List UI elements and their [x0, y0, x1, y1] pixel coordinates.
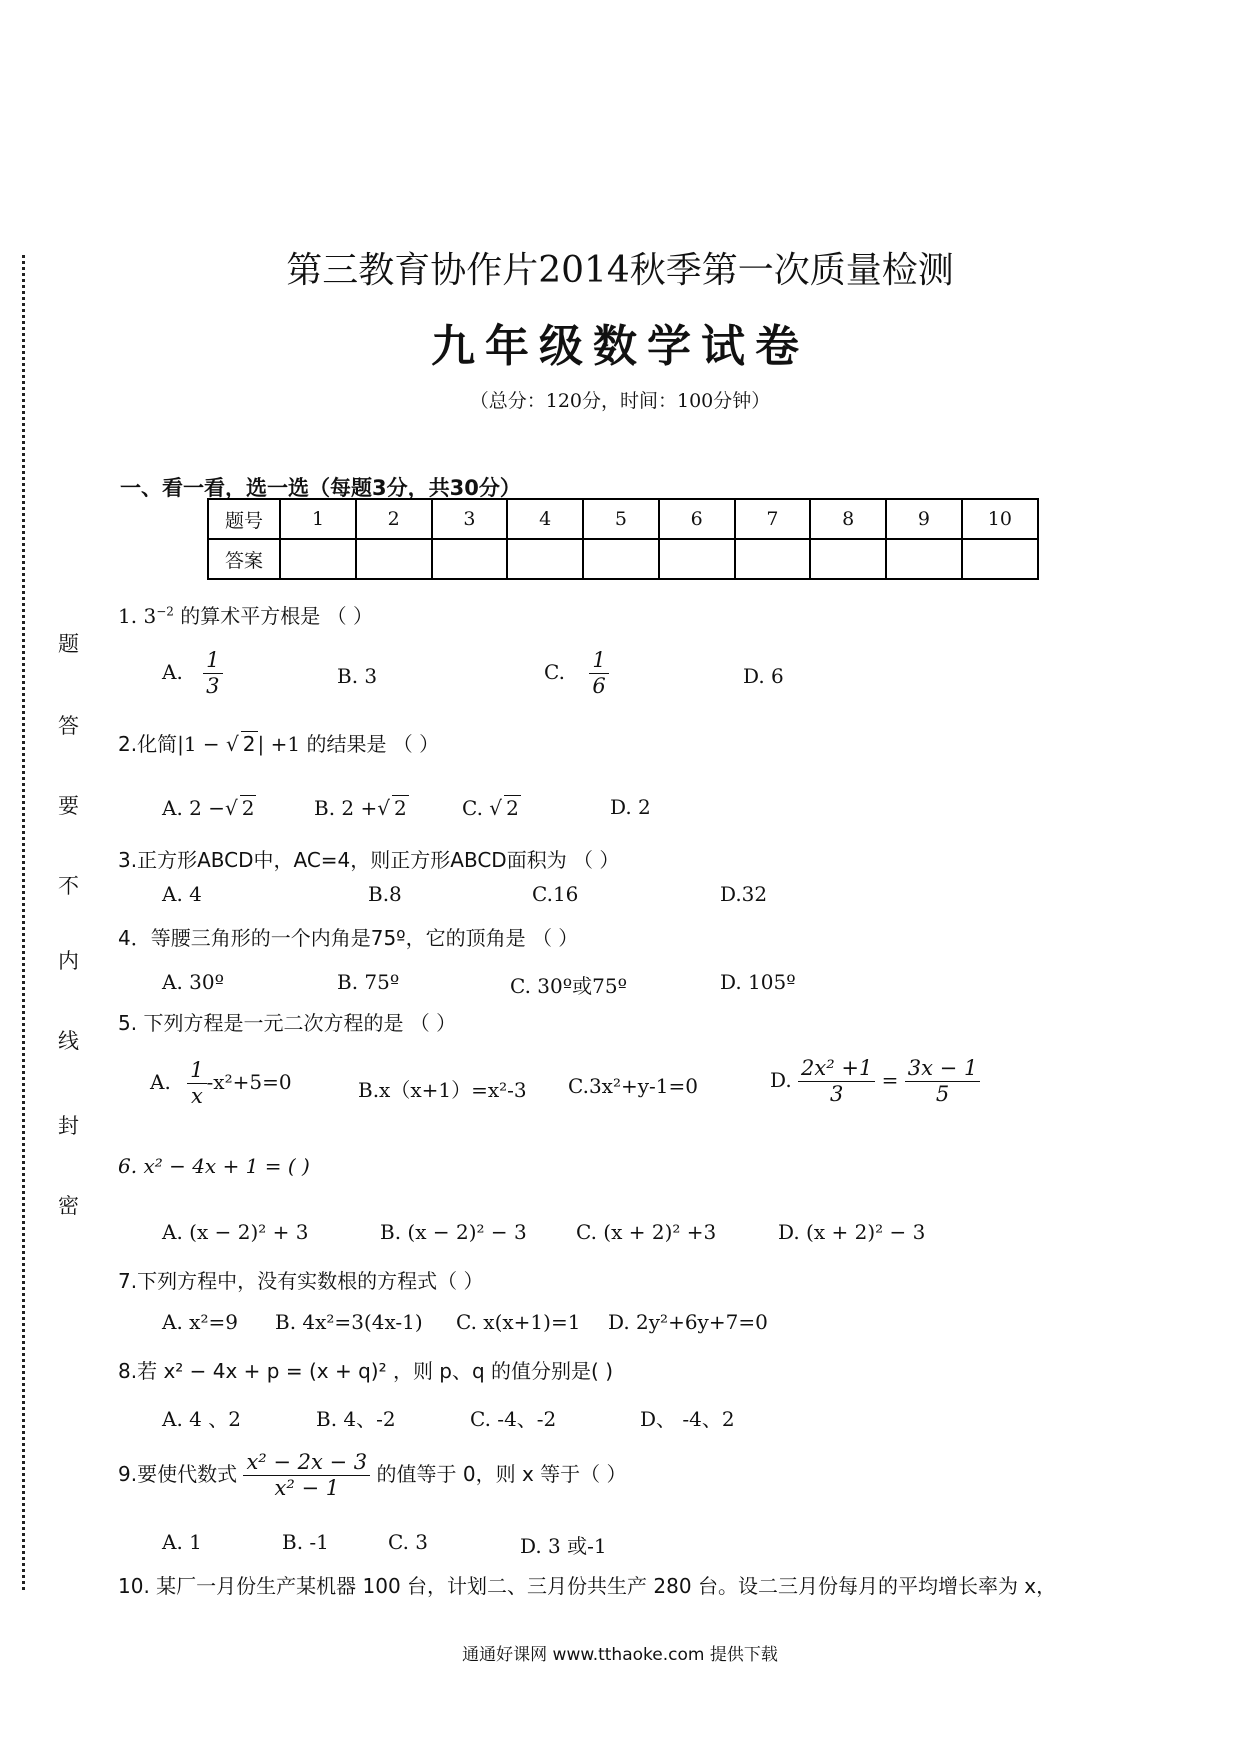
question-7: 7.下列方程中，没有实数根的方程式（ ） — [118, 1269, 484, 1293]
fraction — [589, 648, 608, 699]
table-cell: 3 — [432, 499, 508, 539]
radicand: 2 — [242, 732, 256, 756]
fraction — [187, 1058, 206, 1109]
q1-option-d: D. 6 — [743, 664, 784, 688]
option-label: A. — [162, 660, 183, 685]
q2-option-d: D. 2 — [610, 795, 651, 819]
q5-option-b: B.x（x+1）=x²-3 — [358, 1078, 527, 1102]
question-3: 3.正方形ABCD中，AC=4，则正方形ABCD面积为 （ ） — [118, 848, 620, 872]
question-1 — [118, 600, 373, 629]
q4-option-a: A. 30º — [162, 970, 225, 994]
q5-option-a — [150, 1058, 292, 1109]
q3-option-d: D.32 — [720, 882, 768, 906]
margin-char: 封 — [58, 1114, 79, 1138]
question-5: 5. 下列方程是一元二次方程的是 （ ） — [118, 1011, 457, 1035]
page-footer: 通通好课网 www.tthaoke.com 提供下载 — [462, 1645, 778, 1665]
answer-cell[interactable] — [507, 539, 583, 579]
q7-option-c: C. x(x+1)=1 — [456, 1310, 581, 1334]
table-row — [208, 539, 1038, 579]
margin-char: 题 — [58, 632, 79, 656]
q6-option-c: C. (x + 2)² +3 — [576, 1220, 717, 1244]
answer-cell[interactable] — [280, 539, 356, 579]
q3-option-b: B.8 — [368, 882, 402, 906]
margin-char: 答 — [58, 714, 79, 738]
table-cell: 1 — [280, 499, 356, 539]
q6-option-a: A. (x − 2)² + 3 — [162, 1220, 309, 1244]
fraction — [243, 1450, 370, 1501]
margin-char: 内 — [58, 949, 79, 973]
answer-cell[interactable] — [810, 539, 886, 579]
q6-option-d: D. (x + 2)² − 3 — [778, 1220, 926, 1244]
q9-option-b: B. -1 — [282, 1530, 329, 1554]
numerator: 1 — [589, 648, 608, 674]
q8-option-c: C. -4、-2 — [470, 1407, 557, 1431]
table-cell: 9 — [886, 499, 962, 539]
q-stem: 的结果是 （ ） — [306, 732, 440, 756]
fraction — [905, 1056, 981, 1107]
q8-option-a: A. 4 、2 — [162, 1407, 241, 1431]
table-cell: 4 — [507, 499, 583, 539]
radicand: 2 — [394, 796, 407, 820]
table-cell: 7 — [735, 499, 811, 539]
margin-char: 不 — [58, 874, 79, 898]
question-8: 8.若 x² − 4x + p = (x + q)² ，则 p、q 的值分别是( ) — [118, 1359, 614, 1383]
numerator: 3x − 1 — [905, 1056, 981, 1082]
power-base: 3 — [143, 604, 157, 628]
denominator: x — [190, 1084, 203, 1109]
q8-option-d: D、 -4、2 — [640, 1407, 735, 1431]
q4-option-c: C. 30º或75º — [510, 974, 628, 998]
table-cell: 6 — [659, 499, 735, 539]
answer-cell[interactable] — [432, 539, 508, 579]
q2-option-c: C. √ 2 — [462, 796, 519, 820]
q2-option-b: B. 2 +√ 2 — [314, 796, 407, 820]
q4-option-b: B. 75º — [337, 970, 400, 994]
q5-option-c: C.3x²+y-1=0 — [568, 1074, 698, 1098]
table-cell: 10 — [962, 499, 1038, 539]
question-10: 10. 某厂一月份生产某机器 100 台，计划二、三月份共生产 280 台。设二三月份每月的平均增长率为 x， — [118, 1574, 1057, 1598]
table-cell: 5 — [583, 499, 659, 539]
numerator: x² − 2x − 3 — [243, 1450, 370, 1476]
q5-option-d — [770, 1056, 980, 1107]
option-text: A. 2 − — [162, 796, 225, 820]
table-cell: 2 — [356, 499, 432, 539]
q1-option-c — [544, 648, 609, 699]
expr: | +1 — [257, 732, 301, 756]
section-heading: 一、看一看，选一选（每题3分，共30分） — [120, 476, 521, 500]
denominator: 6 — [592, 674, 606, 699]
table-cell: 8 — [810, 499, 886, 539]
margin-char: 线 — [58, 1029, 79, 1053]
q6-option-b: B. (x − 2)² − 3 — [380, 1220, 527, 1244]
answer-cell[interactable] — [735, 539, 811, 579]
option-label: A. — [150, 1070, 171, 1095]
q9-option-a: A. 1 — [162, 1530, 202, 1554]
equals: = — [881, 1068, 899, 1093]
expr: |1 − — [177, 732, 227, 756]
q8-option-b: B. 4、-2 — [316, 1407, 396, 1431]
denominator: 3 — [829, 1082, 844, 1107]
q1-option-b: B. 3 — [337, 664, 378, 688]
table-header-cell: 答案 — [208, 539, 280, 579]
answer-cell[interactable] — [886, 539, 962, 579]
option-text: C. — [462, 796, 483, 820]
denominator: x² − 1 — [274, 1476, 340, 1501]
margin-char: 密 — [58, 1194, 79, 1218]
exam-info: （总分：120分，时间：100分钟） — [469, 390, 771, 412]
answer-cell[interactable] — [962, 539, 1038, 579]
table-row — [208, 499, 1038, 539]
answer-cell[interactable] — [659, 539, 735, 579]
exam-subtitle: 九年级数学试卷 — [431, 321, 809, 372]
q9-option-c: C. 3 — [388, 1530, 429, 1554]
q7-option-b: B. 4x²=3(4x-1) — [275, 1310, 423, 1334]
question-4: 4．等腰三角形的一个内角是75º，它的顶角是 （ ） — [118, 926, 579, 950]
numerator: 2x² +1 — [798, 1056, 875, 1082]
numerator: 1 — [187, 1058, 206, 1084]
q1-option-a — [162, 648, 223, 699]
denominator: 5 — [935, 1082, 950, 1107]
q-stem: 的值等于 0，则 x 等于（ ） — [376, 1462, 627, 1487]
q3-option-a: A. 4 — [162, 882, 202, 906]
table-header-cell: 题号 — [208, 499, 280, 539]
q4-option-d: D. 105º — [720, 970, 796, 994]
option-text: B. 2 + — [314, 796, 378, 820]
power-exp: −2 — [156, 604, 174, 619]
answer-cell[interactable] — [356, 539, 432, 579]
question-6: 6. x² − 4x + 1 = ( ) — [118, 1154, 310, 1178]
q2-option-a: A. 2 −√ 2 — [162, 796, 255, 820]
margin-char: 要 — [58, 794, 79, 818]
fraction — [203, 648, 222, 699]
fraction — [798, 1056, 875, 1107]
q-prefix: 9.要使代数式 — [118, 1462, 238, 1487]
option-label: C. — [544, 660, 565, 685]
q7-option-d: D. 2y²+6y+7=0 — [608, 1310, 768, 1334]
binding-dotted-line — [22, 255, 25, 1590]
answer-table — [207, 498, 1039, 580]
option-label: D. — [770, 1068, 792, 1093]
question-2: 2.化简|1 − √ 2 | +1 的结果是 （ ） — [118, 732, 440, 756]
exam-title: 第三教育协作片2014秋季第一次质量检测 — [286, 250, 954, 291]
question-9 — [118, 1450, 627, 1501]
numerator: 1 — [203, 648, 222, 674]
radicand: 2 — [241, 796, 255, 820]
expr: -x²+5=0 — [206, 1070, 292, 1095]
q-stem: 的算术平方根是 （ ） — [180, 604, 373, 628]
q3-option-c: C.16 — [532, 882, 579, 906]
radicand: 2 — [506, 796, 519, 820]
q9-option-d: D. 3 或-1 — [520, 1534, 607, 1558]
q-prefix: 1. — [118, 604, 138, 628]
q7-option-a: A. x²=9 — [162, 1310, 238, 1334]
denominator: 3 — [206, 674, 220, 699]
answer-cell[interactable] — [583, 539, 659, 579]
q-prefix: 2.化简 — [118, 732, 178, 756]
